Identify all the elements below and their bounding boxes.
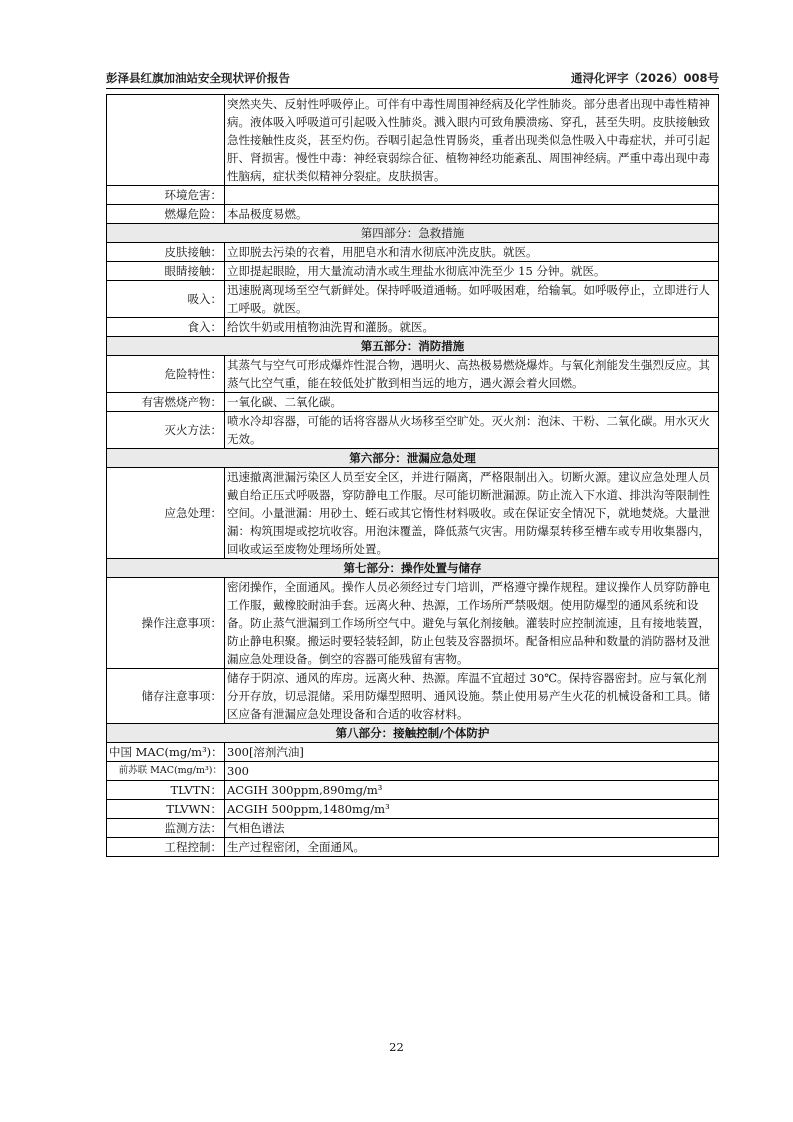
table-row (107, 318, 719, 337)
row-label: 皮肤接触： (107, 243, 225, 262)
row-value: 300 (225, 762, 719, 781)
table-row (107, 838, 719, 857)
row-label: 危险特性： (107, 356, 225, 393)
row-label: 操作注意事项： (107, 578, 225, 669)
section-row (107, 724, 719, 743)
page-number: 22 (389, 1040, 404, 1054)
table-row (107, 205, 719, 224)
table-row (107, 800, 719, 819)
table-row (107, 95, 719, 186)
row-label: TLVTN： (107, 781, 225, 800)
row-label: 食入： (107, 318, 225, 337)
row-value: 气相色谱法 (225, 819, 719, 838)
row-label: 储存注意事项： (107, 669, 225, 724)
row-label: 前苏联 MAC(mg/m³)： (107, 762, 225, 781)
table-row (107, 578, 719, 669)
section-row (107, 449, 719, 468)
row-value: 给饮牛奶或用植物油洗胃和灌肠。就医。 (225, 318, 719, 337)
row-value: 突然夹失、反射性呼吸停止。可伴有中毒性周围神经病及化学性肺炎。部分患者出现中毒性精神病。液体吸入呼吸道可引起吸入性肺炎。溅入眼内可致角膜溃疡、穿孔，甚至失明。皮肤接触致急性接触性皮炎，甚至灼伤。吞咽引起急性胃肠炎，重者出现类似急性吸入中毒症状，并可引起肝、肾损害。慢性中毒：神经衰弱综合征、植物神经功能紊乱、周围神经病。严重中毒出现中毒性脑病，症状类似精神分裂症。皮肤损害。 (225, 95, 719, 186)
row-value: ACGIH 500ppm,1480mg/m³ (225, 800, 719, 819)
table-row (107, 412, 719, 449)
row-label: 工程控制： (107, 838, 225, 857)
section-row (107, 559, 719, 578)
row-value: 生产过程密闭，全面通风。 (225, 838, 719, 857)
table-row (107, 356, 719, 393)
row-label: 有害燃烧产物： (107, 393, 225, 412)
table-row (107, 281, 719, 318)
row-label: 吸入： (107, 281, 225, 318)
row-label: TLVWN： (107, 800, 225, 819)
row-value: 其蒸气与空气可形成爆炸性混合物，遇明火、高热极易燃烧爆炸。与氧化剂能发生强烈反应。其蒸气比空气重，能在较低处扩散到相当远的地方，遇火源会着火回燃。 (225, 356, 719, 393)
report-title: 彭泽县红旗加油站安全现状评价报告 (106, 71, 290, 85)
table-row (107, 669, 719, 724)
table-row (107, 186, 719, 205)
row-value: 储存于阴凉、通风的库房。远离火种、热源。库温不宜超过 30℃。保持容器密封。应与氧化剂分开存放，切忌混储。采用防爆型照明、通风设施。禁止使用易产生火花的机械设备和工具。储区应备有泄漏应急处理设备和合适的收容材料。 (225, 669, 719, 724)
section-heading: 第四部分：急救措施 (107, 224, 719, 243)
row-label: 中国 MAC(mg/m³)： (107, 743, 225, 762)
row-label: 灭火方法： (107, 412, 225, 449)
row-value: 立即脱去污染的衣着，用肥皂水和清水彻底冲洗皮肤。就医。 (225, 243, 719, 262)
section-heading: 第六部分：泄漏应急处理 (107, 449, 719, 468)
table-row (107, 468, 719, 559)
row-label: 燃爆危险： (107, 205, 225, 224)
section-row (107, 224, 719, 243)
row-value: 喷水冷却容器，可能的话将容器从火场移至空旷处。灭火剂：泡沫、干粉、二氧化碳。用水灭火无效。 (225, 412, 719, 449)
row-value: 300[溶剂汽油] (225, 743, 719, 762)
report-number: 通浔化评字（2026）008号 (570, 71, 719, 85)
row-label: 环境危害： (107, 186, 225, 205)
row-value: 迅速脱离现场至空气新鲜处。保持呼吸道通畅。如呼吸困难，给输氧。如呼吸停止，立即进行人工呼吸。就医。 (225, 281, 719, 318)
table-row (107, 743, 719, 762)
row-label (107, 95, 225, 186)
section-row (107, 337, 719, 356)
section-heading: 第八部分：接触控制/个体防护 (107, 724, 719, 743)
row-value: 密闭操作，全面通风。操作人员必须经过专门培训，严格遵守操作规程。建议操作人员穿防静电工作服，戴橡胶耐油手套。远离火种、热源，工作场所严禁吸烟。使用防爆型的通风系统和设备。防止蒸气泄漏到工作场所空气中。避免与氧化剂接触。灌装时应控制流速，且有接地装置，防止静电积聚。搬运时要轻装轻卸，防止包装及容器损坏。配备相应品种和数量的消防器材及泄漏应急处理设备。倒空的容器可能残留有害物。 (225, 578, 719, 669)
row-value: ACGIH 300ppm,890mg/m³ (225, 781, 719, 800)
row-label: 应急处理： (107, 468, 225, 559)
row-value (225, 186, 719, 205)
row-value: 一氧化碳、二氧化碳。 (225, 393, 719, 412)
msds-table (106, 94, 719, 857)
table-row (107, 781, 719, 800)
table-row (107, 262, 719, 281)
table-row (107, 243, 719, 262)
row-label: 眼睛接触： (107, 262, 225, 281)
row-label: 监测方法： (107, 819, 225, 838)
row-value: 立即提起眼睑，用大量流动清水或生理盐水彻底冲洗至少 15 分钟。就医。 (225, 262, 719, 281)
row-value: 迅速撤离泄漏污染区人员至安全区，并进行隔离，严格限制出入。切断火源。建议应急处理人员戴自给正压式呼吸器，穿防静电工作服。尽可能切断泄漏源。防止流入下水道、排洪沟等限制性空间。小量泄漏：用砂土、蛭石或其它惰性材料吸收。或在保证安全情况下，就地焚烧。大量泄漏：构筑围堤或挖坑收容。用泡沫覆盖，降低蒸气灾害。用防爆泵转移至槽车或专用收集器内，回收或运至废物处理场所处置。 (225, 468, 719, 559)
table-row (107, 819, 719, 838)
section-heading: 第七部分：操作处置与储存 (107, 559, 719, 578)
table-row (107, 762, 719, 781)
table-row (107, 393, 719, 412)
page-header (106, 70, 719, 89)
section-heading: 第五部分：消防措施 (107, 337, 719, 356)
row-value: 本品极度易燃。 (225, 205, 719, 224)
